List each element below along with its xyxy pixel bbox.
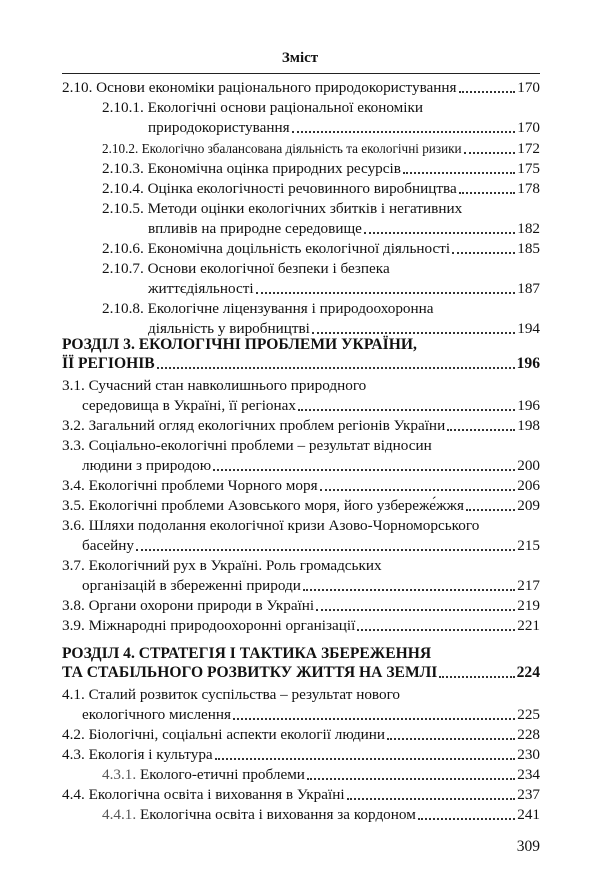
toc-entry-3-1-line2[interactable] [82, 396, 540, 415]
dot-leader [215, 758, 516, 760]
entry-page: 172 [517, 140, 540, 157]
entry-text: Загальний огляд екологічних проблем регіонів України [88, 417, 446, 434]
entry-text: Екологічний рух в Україні. Роль громадських [88, 557, 382, 574]
entry-page: 225 [517, 706, 540, 723]
toc-entry-2-10-5-line2[interactable] [148, 219, 540, 238]
entry-text: Еколого-етичні проблеми [139, 766, 305, 783]
entry-page: 170 [517, 119, 540, 136]
section-3-page: 196 [516, 355, 540, 372]
entry-text: Основи екологічної безпеки і безпека [147, 260, 390, 277]
entry-number: 2.10.1. [102, 99, 144, 116]
toc-entry-4-3[interactable] [62, 745, 540, 764]
dot-leader [418, 818, 515, 820]
toc-entry-4-3-1[interactable] [102, 765, 540, 784]
entry-number: 3.3. [62, 437, 85, 454]
dot-leader [303, 589, 515, 591]
dot-leader [387, 738, 515, 740]
entry-page: 230 [517, 746, 540, 763]
entry-continuation: екологічного мислення [82, 706, 232, 723]
entry-number: 3.9. [62, 617, 85, 634]
toc-entry-2-10-7-line2[interactable] [148, 279, 540, 298]
toc-entry-3-9[interactable] [62, 616, 540, 635]
toc-entry-2-10-2[interactable] [102, 139, 540, 158]
entry-text: Екологія і культура [88, 746, 213, 763]
header-rule [62, 73, 540, 74]
toc-entry-2-10-6[interactable] [102, 239, 540, 258]
toc-entry-2-10[interactable] [62, 78, 540, 97]
entry-text: Міжнародні природоохоронні організації [88, 617, 356, 634]
entry-text: Екологічно збалансована діяльність та екологічні ризики [141, 141, 462, 156]
dot-leader [364, 232, 515, 234]
entry-continuation: людини з природою [82, 457, 212, 474]
section-4-page: 224 [516, 664, 540, 681]
entry-page: 170 [517, 79, 540, 96]
entry-number: 4.4.1. [102, 806, 137, 823]
entry-page: 182 [517, 220, 540, 237]
entry-text: Екологічні проблеми Чорного моря [88, 477, 318, 494]
entry-continuation: діяльність у виробництві [148, 320, 310, 337]
entry-continuation: середовища в Україні, її регіонах [82, 397, 296, 414]
entry-number: 4.2. [62, 726, 85, 743]
section-4-title-continuation: ТА СТАБІЛЬНОГО РОЗВИТКУ ЖИТТЯ НА ЗЕМЛІ [62, 664, 438, 681]
entry-text: Сталий розвиток суспільства – результат нового [88, 686, 401, 703]
entry-page: 198 [517, 417, 540, 434]
entry-text: Основи економіки раціонального природокористування [96, 79, 457, 96]
entry-number: 3.7. [62, 557, 85, 574]
toc-entry-3-6-line1[interactable] [62, 516, 479, 535]
toc-entry-4-4-1[interactable] [102, 805, 540, 824]
section-3-title-line2[interactable] [62, 354, 540, 373]
toc-entry-3-4[interactable] [62, 476, 540, 495]
entry-number: 2.10.5. [102, 200, 144, 217]
toc-entry-3-3-line1[interactable] [62, 436, 432, 455]
dot-leader [347, 798, 516, 800]
entry-number: 3.6. [62, 517, 85, 534]
toc-entry-3-6-line2[interactable] [82, 536, 540, 555]
entry-page: 221 [517, 617, 540, 634]
entry-page: 234 [517, 766, 540, 783]
dot-leader [459, 192, 516, 194]
toc-entry-3-1-line1[interactable] [62, 376, 366, 395]
dot-leader [466, 509, 515, 511]
entry-text: Сучасний стан навколишнього природного [88, 377, 367, 394]
entry-text: Екологічне ліцензування і природоохоронна [147, 300, 434, 317]
toc-entry-2-10-1-line2[interactable] [148, 118, 540, 137]
entry-text: Біологічні, соціальні аспекти екології людини [88, 726, 386, 743]
dot-leader [452, 252, 515, 254]
entry-page: 175 [517, 160, 540, 177]
section-4-title-line2[interactable] [62, 663, 540, 682]
dot-leader [320, 489, 516, 491]
entry-number: 3.4. [62, 477, 85, 494]
entry-continuation: життєдіяльності [148, 280, 254, 297]
section-3-title-continuation: ЇЇ РЕГІОНІВ [62, 355, 155, 372]
entry-text: Екологічна освіта і виховання за кордоном [139, 806, 416, 823]
entry-page: 215 [517, 537, 540, 554]
toc-entry-3-5[interactable] [62, 496, 540, 515]
toc-entry-2-10-3[interactable] [102, 159, 540, 178]
page-number: 309 [516, 838, 540, 855]
toc-entry-3-7-line2[interactable] [82, 576, 540, 595]
entry-number: 4.4. [62, 786, 85, 803]
dot-leader [233, 718, 515, 720]
dot-leader [157, 367, 515, 369]
dot-leader [298, 409, 515, 411]
entry-number: 3.1. [62, 377, 85, 394]
dot-leader [447, 429, 515, 431]
dot-leader [312, 332, 515, 334]
entry-number: 2.10.8. [102, 300, 144, 317]
entry-page: 217 [517, 577, 540, 594]
entry-page: 200 [517, 457, 540, 474]
entry-number: 2.10.7. [102, 260, 144, 277]
entry-continuation: організацій в збереженні природи [82, 577, 301, 594]
entry-page: 196 [517, 397, 540, 414]
dot-leader [459, 91, 516, 93]
toc-entry-2-10-4[interactable] [102, 179, 540, 198]
dot-leader [403, 172, 515, 174]
entry-page: 228 [517, 726, 540, 743]
entry-text: Органи охорони природи в Україні [88, 597, 315, 614]
entry-text: Екологічні основи раціональної економіки [147, 99, 424, 116]
section-4-title-line1[interactable]: РОЗДІЛ 4. СТРАТЕГІЯ І ТАКТИКА ЗБЕРЕЖЕННЯ [62, 645, 432, 662]
toc-entry-4-2[interactable] [62, 725, 540, 744]
entry-page: 241 [517, 806, 540, 823]
entry-text: Економічна доцільність екологічної діяльності [147, 240, 451, 257]
entry-text: Шляхи подолання екологічної кризи Азово-Чорноморського [88, 517, 480, 534]
entry-number: 2.10.2. [102, 141, 139, 156]
entry-number: 2.10.6. [102, 240, 144, 257]
entry-number: 4.1. [62, 686, 85, 703]
toc-entry-2-10-7-line1[interactable] [102, 259, 390, 278]
toc-entry-3-7-line1[interactable] [62, 556, 382, 575]
entry-page: 237 [517, 786, 540, 803]
toc-entry-4-1-line1[interactable] [62, 685, 400, 704]
toc-entry-4-4[interactable] [62, 785, 540, 804]
section-3-title-line1[interactable]: РОЗДІЛ 3. ЕКОЛОГІЧНІ ПРОБЛЕМИ УКРАЇНИ, [62, 336, 417, 353]
entry-page: 178 [517, 180, 540, 197]
toc-entry-2-10-8-line1[interactable] [102, 299, 434, 318]
entry-number: 3.2. [62, 417, 85, 434]
entry-page: 185 [517, 240, 540, 257]
dot-leader [316, 609, 515, 611]
entry-page: 219 [517, 597, 540, 614]
entry-page: 206 [517, 477, 540, 494]
toc-entry-3-3-line2[interactable] [82, 456, 540, 475]
entry-page: 209 [517, 497, 540, 514]
dot-leader [307, 778, 515, 780]
toc-entry-2-10-5-line1[interactable] [102, 199, 462, 218]
page-header-title: Зміст [281, 50, 319, 66]
toc-entry-2-10-1-line1[interactable] [102, 98, 423, 117]
dot-leader [292, 131, 516, 133]
entry-number: 2.10.3. [102, 160, 144, 177]
entry-text: Екологічна освіта і виховання в Україні [88, 786, 345, 803]
dot-leader [256, 292, 516, 294]
entry-text: Оцінка екологічності речовинного виробництва [147, 180, 457, 197]
entry-continuation: басейну [82, 537, 134, 554]
entry-page: 187 [517, 280, 540, 297]
dot-leader [136, 549, 515, 551]
entry-number: 4.3. [62, 746, 85, 763]
toc-entry-4-1-line2[interactable] [82, 705, 540, 724]
entry-number: 3.5. [62, 497, 85, 514]
entry-text: Економічна оцінка природних ресурсів [147, 160, 401, 177]
entry-number: 3.8. [62, 597, 85, 614]
toc-entry-3-8[interactable] [62, 596, 540, 615]
entry-number: 2.10.4. [102, 180, 144, 197]
dot-leader [439, 676, 514, 678]
entry-continuation: впливів на природне середовище [148, 220, 362, 237]
entry-page: 194 [517, 320, 540, 337]
dot-leader [464, 152, 516, 154]
entry-text: Екологічні проблеми Азовського моря, його узбереже́жжя [88, 497, 464, 514]
entry-continuation: природокористування [148, 119, 290, 136]
toc-entry-3-2[interactable] [62, 416, 540, 435]
entry-number: 2.10. [62, 79, 93, 96]
dot-leader [213, 469, 515, 471]
dot-leader [357, 629, 515, 631]
entry-number: 4.3.1. [102, 766, 137, 783]
entry-text: Соціально-екологічні проблеми – результат відносин [88, 437, 432, 454]
entry-text: Методи оцінки екологічних збитків і негативних [147, 200, 463, 217]
